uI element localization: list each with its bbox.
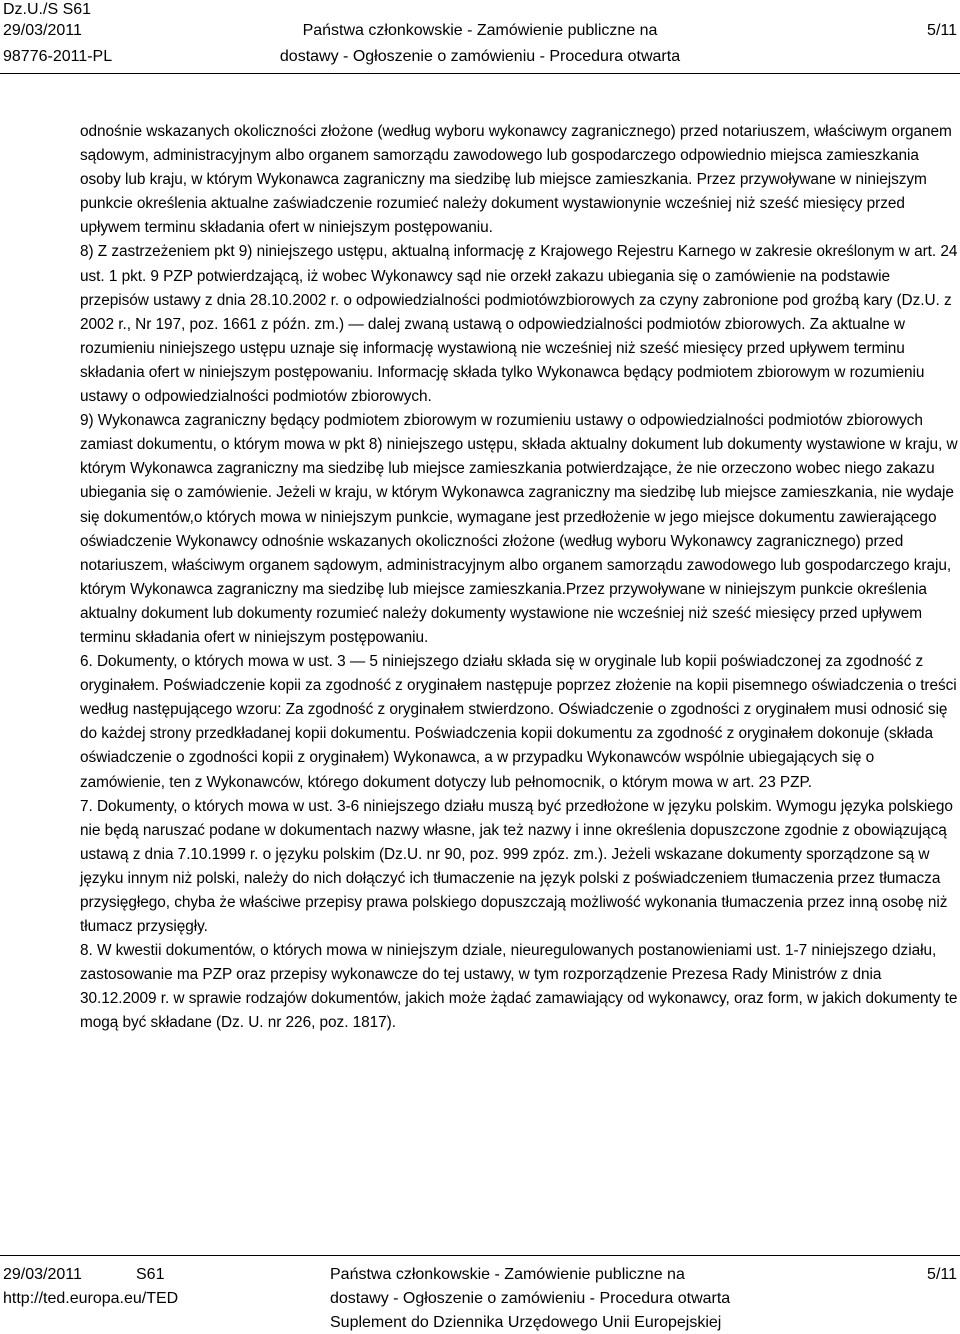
paragraph: odnośnie wskazanych okoliczności złożone (według wyboru wykonawcy zagranicznego) przed notariuszem, właściwym organem sądowym, administracyjnym albo organem samorządu zawodowego lub gospodarczego odpowiednio miejsca zamieszkania osoby lub kraju, w którym Wykonawca zagraniczny ma siedzibę lub miejsce zamieszkania. Przez przywoływane w niniejszym punkcie określenia aktualne zaświadczenie rozumieć należy dokument wystawionynie wcześniej niż sześć miesięcy przed upływem terminu składania ofert w niniejszym postępowaniu. [80,123,952,237]
footer-supplement: Suplement do Dziennika Urzędowego Unii Europejskiej [330,1314,722,1331]
journal-ref: Dz.U./S S61 [3,1,92,18]
header-rule [0,73,960,74]
footer-title-line1: Państwa członkowskie - Zamówienie publiczne na [330,1266,685,1283]
header-page-number: 5/11 [927,22,957,39]
footer-rule [0,1255,960,1256]
footer-url: http://ted.europa.eu/TED [3,1290,179,1307]
paragraph: 8) Z zastrzeżeniem pkt 9) niniejszego ustępu, aktualną informację z Krajowego Rejestru Karnego w zakresie określonym w art. 24 ust. 1 pkt. 9 PZP potwierdzającą, iż wobec Wykonawcy sąd nie orzekł zakazu ubiegania się o zamówienie na podstawie przepisów ustawy z dnia 28.10.2002 r. o odpowiedzialności podmiotówzbiorowych za czyny zabronione pod groźbą kary (Dz.U. z 2002 r., Nr 197, poz. 1661 z późn. zm.) — dalej zwaną ustawą o odpowiedzialności podmiotów zbiorowych. Za aktualne w rozumieniu niniejszego ustępu uznaje się informację wystawioną nie wcześniej niż sześć miesięcy przed upływem terminu składania ofert w niniejszym postępowaniu. Informację składa tylko Wykonawca będący podmiotem zbiorowym w rozumieniu ustawy o odpowiedzialności podmiotów zbiorowych. [80,243,958,406]
header-title-line1: Państwa członkowskie - Zamówienie publiczne na [302,22,658,39]
paragraph: 9) Wykonawca zagraniczny będący podmiotem zbiorowym w rozumieniu ustawy o odpowiedzialności podmiotów zbiorowych zamiast dokumentu, o którym mowa w pkt 8) niniejszego ustępu, składa aktualny dokument lub dokumenty wystawione w kraju, w którym Wykonawca zagraniczny ma siedzibę lub miejsce zamieszkania potwierdzające, że nie orzeczono wobec niego zakazu ubiegania się o zamówienie. Jeżeli w kraju, w którym Wykonawca zagraniczny ma siedzibę lub miejsce zamieszkania, nie wydaje się dokumentów,o których mowa w niniejszym punkcie, wymagane jest przedłożenie w jego miejsce dokumentu zawierającego oświadczenie Wykonawcy odnośnie wskazanych okoliczności złożone (według wyboru Wykonawcy zagranicznego) przed notariuszem, właściwym organem sądowym, administracyjnym albo organem samorządu zawodowego lub gospodarczego kraju, którym Wykonawca zagraniczny ma siedzibę lub miejsce zamieszkania.Przez przywoływane w niniejszym punkcie określenia aktualny dokument lub dokumenty rozumieć należy dokumenty wystawione nie wcześniej niż sześć miesięcy przed upływem terminu składania ofert w niniejszym postępowaniu. [80,412,958,646]
footer-page-number: 5/11 [927,1266,957,1283]
header-title-line2: dostawy - Ogłoszenie o zamówieniu - Procedura otwarta [279,48,681,65]
paragraph: 7. Dokumenty, o których mowa w ust. 3-6 niniejszego działu muszą być przedłożone w języku polskim. Wymogu języka polskiego nie będą naruszać podane w dokumentach nazwy własne, jak też nazwy i inne określenia dopuszczone zgodnie z obowiązującą ustawą z dnia 7.10.1999 r. o języku polskim (Dz.U. nr 90, poz. 999 zpóz. zm.). Jeżeli wskazane dokumenty sporządzone są w języku innym niż polski, należy do nich dołączyć ich tłumaczenie na język polski z poświadczeniem tłumaczenia przez tłumacza przysięgłego, chyba że właściwe przepisy prawa polskiego dopuszczają możliwość wykonania tłumaczenia przez inną osobę niż tłumacz przysięgły. [80,797,953,936]
footer-title-line2: dostawy - Ogłoszenie o zamówieniu - Procedura otwarta [330,1290,731,1307]
notice-number: 98776-2011-PL [3,48,113,65]
document-body [80,120,960,1036]
header-date: 29/03/2011 [3,22,82,39]
paragraph: 8. W kwestii dokumentów, o których mowa w niniejszym dziale, nieuregulowanych postanowieniami ust. 1-7 niniejszego działu, zastosowanie ma PZP oraz przepisy wykonawcze do tej ustawy, w tym rozporządzenie Prezesa Rady Ministrów z dnia 30.12.2009 r. w sprawie rodzajów dokumentów, jakich może żądać zamawiający od wykonawcy, oraz form, w jakich dokumenty te mogą być składane (Dz. U. nr 226, poz. 1817). [80,942,958,1032]
footer-series: S61 [136,1266,165,1283]
paragraph: 6. Dokumenty, o których mowa w ust. 3 — 5 niniejszego działu składa się w oryginale lub kopii poświadczonej za zgodność z oryginałem. Poświadczenie kopii za zgodność z oryginałem następuje poprzez złożenie na kopii pisemnego oświadczenia o treści według następującego wzoru: Za zgodność z oryginałem stwierdzono. Oświadczenie o zgodności z oryginałem musi odnosić się do każdej strony przedkładanej kopii dokumentu. Poświadczenia kopii dokumentu za zgodność z oryginałem dokonuje (składa oświadczenie o zgodności kopii z oryginałem) Wykonawca, a w przypadku Wykonawców wspólnie ubiegających się o zamówienie, ten z Wykonawców, którego dokument dotyczy lub pełnomocnik, o którym mowa w art. 23 PZP. [80,653,957,791]
footer-date: 29/03/2011 [3,1266,82,1283]
